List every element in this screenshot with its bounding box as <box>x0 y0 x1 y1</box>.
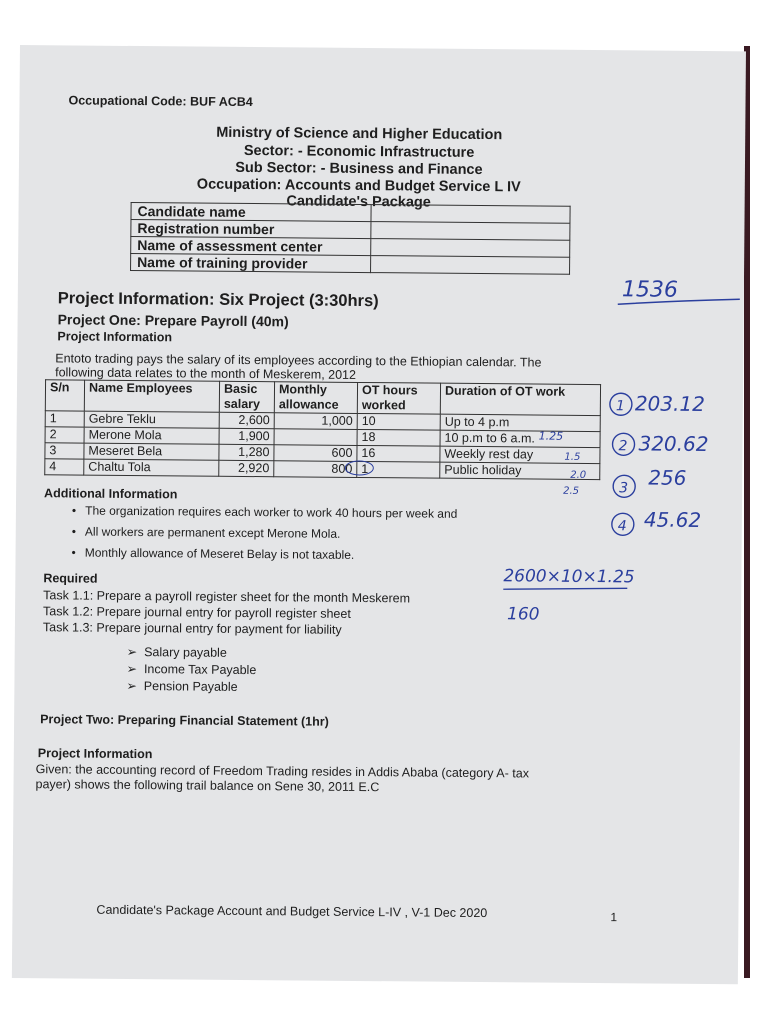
page-number: 1 <box>610 910 618 925</box>
cell-sn: 2 <box>45 427 84 443</box>
handwritten-rate: 2.0 <box>570 469 587 481</box>
task-item: Task 1.3: Prepare journal entry for payment for liability <box>42 620 342 637</box>
cell-name: Chaltu Tola <box>84 459 219 476</box>
cell-name: Gebre Teklu <box>84 411 219 428</box>
arrow-bullet-icon: ➢ <box>126 678 144 694</box>
list-item: • The organization requires each worker to work 40 hours per week and <box>72 503 458 527</box>
circled-number: 1 <box>615 398 625 415</box>
handwritten-total: 1536 <box>621 277 678 303</box>
cell-allowance: 800 <box>274 461 357 478</box>
cell-salary: 2,600 <box>219 412 274 428</box>
project-info-label: Project Information <box>57 329 173 345</box>
paragraph-line: Given: the accounting record of Freedom Trading resides in Addis Ababa (category A- tax <box>35 762 530 781</box>
list-item: ➢ Pension Payable <box>126 678 238 694</box>
project-one-title: Project One: Prepare Payroll (40m) <box>57 311 289 330</box>
cell-duration: 10 p.m to 6 a.m. <box>440 430 600 447</box>
page-edge-shadow <box>744 46 750 978</box>
page-footer: Candidate's Package Account and Budget Service L-IV , V-1 Dec 2020 <box>96 902 488 921</box>
handwritten-formula: 160 <box>506 604 540 625</box>
cell-ot-hours: 1 <box>357 461 440 478</box>
circled-number: 4 <box>617 518 627 535</box>
cell-duration: Public holiday <box>440 462 600 479</box>
circled-number: 2 <box>618 438 628 455</box>
intro-line: Entoto trading pays the salary of its employees according to the Ethiopian calendar. The <box>55 351 542 370</box>
handwritten-rate: 1.25 <box>538 429 564 443</box>
assessment-center-label: Name of assessment center <box>131 236 371 255</box>
col-header-salary: Basic salary <box>219 381 274 412</box>
cell-allowance: 600 <box>274 445 357 462</box>
task-item: Task 1.1: Prepare a payroll register sheet for the month Meskerem <box>43 588 411 606</box>
handwritten-fraction-bar <box>503 587 627 590</box>
cell-sn: 3 <box>45 443 84 459</box>
cell-duration: Up to 4 p.m <box>440 414 600 431</box>
occupational-code: Occupational Code: BUF ACB4 <box>68 93 253 110</box>
handwritten-rate: 2.5 <box>563 485 580 497</box>
handwritten-value: 45.62 <box>643 507 702 532</box>
candidate-name-label: Candidate name <box>131 202 371 221</box>
cell-salary: 1,900 <box>219 428 274 444</box>
task-item: Task 1.2: Prepare journal entry for payroll register sheet <box>42 604 351 621</box>
handwritten-formula: 2600×10×1.25 <box>503 566 635 588</box>
handwritten-value: 203.12 <box>634 391 705 416</box>
list-item: • Monthly allowance of Meseret Belay is not taxable. <box>71 545 457 569</box>
cell-duration: Weekly rest day <box>440 446 600 463</box>
paragraph-line: payer) shows the following trail balance on Sene 30, 2011 E.C <box>35 777 380 795</box>
training-provider-label: Name of training provider <box>131 253 371 272</box>
registration-number-label: Registration number <box>131 219 371 238</box>
cell-sn: 1 <box>45 411 84 427</box>
project-two-title: Project Two: Preparing Financial Statement (1hr) <box>40 712 329 729</box>
project-two-info-label: Project Information <box>37 746 153 762</box>
document-page <box>12 45 746 984</box>
project-info-title: Project Information: Six Project (3:30hrs) <box>57 289 379 311</box>
col-header-allowance: Monthly allowance <box>274 382 357 414</box>
col-header-duration: Duration of OT work <box>440 383 600 415</box>
cell-ot-hours: 18 <box>357 429 440 446</box>
handwritten-value: 320.62 <box>638 431 709 457</box>
header-package: Candidate's Package <box>286 193 431 211</box>
cell-salary: 2,920 <box>219 460 274 476</box>
col-header-name: Name Employees <box>84 380 219 412</box>
arrow-bullet-icon: ➢ <box>126 661 145 677</box>
list-item: ➢ Income Tax Payable <box>126 661 257 678</box>
header-sector: Sector: - Economic Infrastructure <box>243 142 475 161</box>
list-item: • All workers are permanent except Merone Mola. <box>72 524 458 548</box>
col-header-sn: S/n <box>45 380 84 411</box>
cell-ot-hours: 16 <box>357 445 440 462</box>
handwritten-value: 256 <box>648 465 687 490</box>
cell-sn: 4 <box>45 459 84 475</box>
circled-number: 3 <box>619 480 629 497</box>
cell-name: Meseret Bela <box>84 443 219 460</box>
arrow-bullet-icon: ➢ <box>126 644 145 660</box>
cell-allowance: 1,000 <box>274 413 357 430</box>
header-occupation: Occupation: Accounts and Budget Service L IV <box>196 176 521 196</box>
handwriting-layer <box>12 45 746 984</box>
handwritten-rate: 1.5 <box>564 451 581 463</box>
cell-name: Merone Mola <box>84 427 219 444</box>
col-header-ot-hours: OT hours worked <box>357 382 440 414</box>
cell-ot-hours: 10 <box>357 413 440 430</box>
required-title: Required <box>43 571 98 586</box>
header-ministry: Ministry of Science and Higher Education <box>216 124 503 144</box>
list-item: ➢ Salary payable <box>126 644 227 660</box>
header-sub-sector: Sub Sector: - Business and Finance <box>235 159 483 179</box>
intro-line: following data relates to the month of Meskerem, 2012 <box>55 365 357 382</box>
additional-info-title: Additional Information <box>44 486 178 502</box>
cell-salary: 1,280 <box>219 444 274 460</box>
handwritten-circle-mark <box>345 461 373 475</box>
